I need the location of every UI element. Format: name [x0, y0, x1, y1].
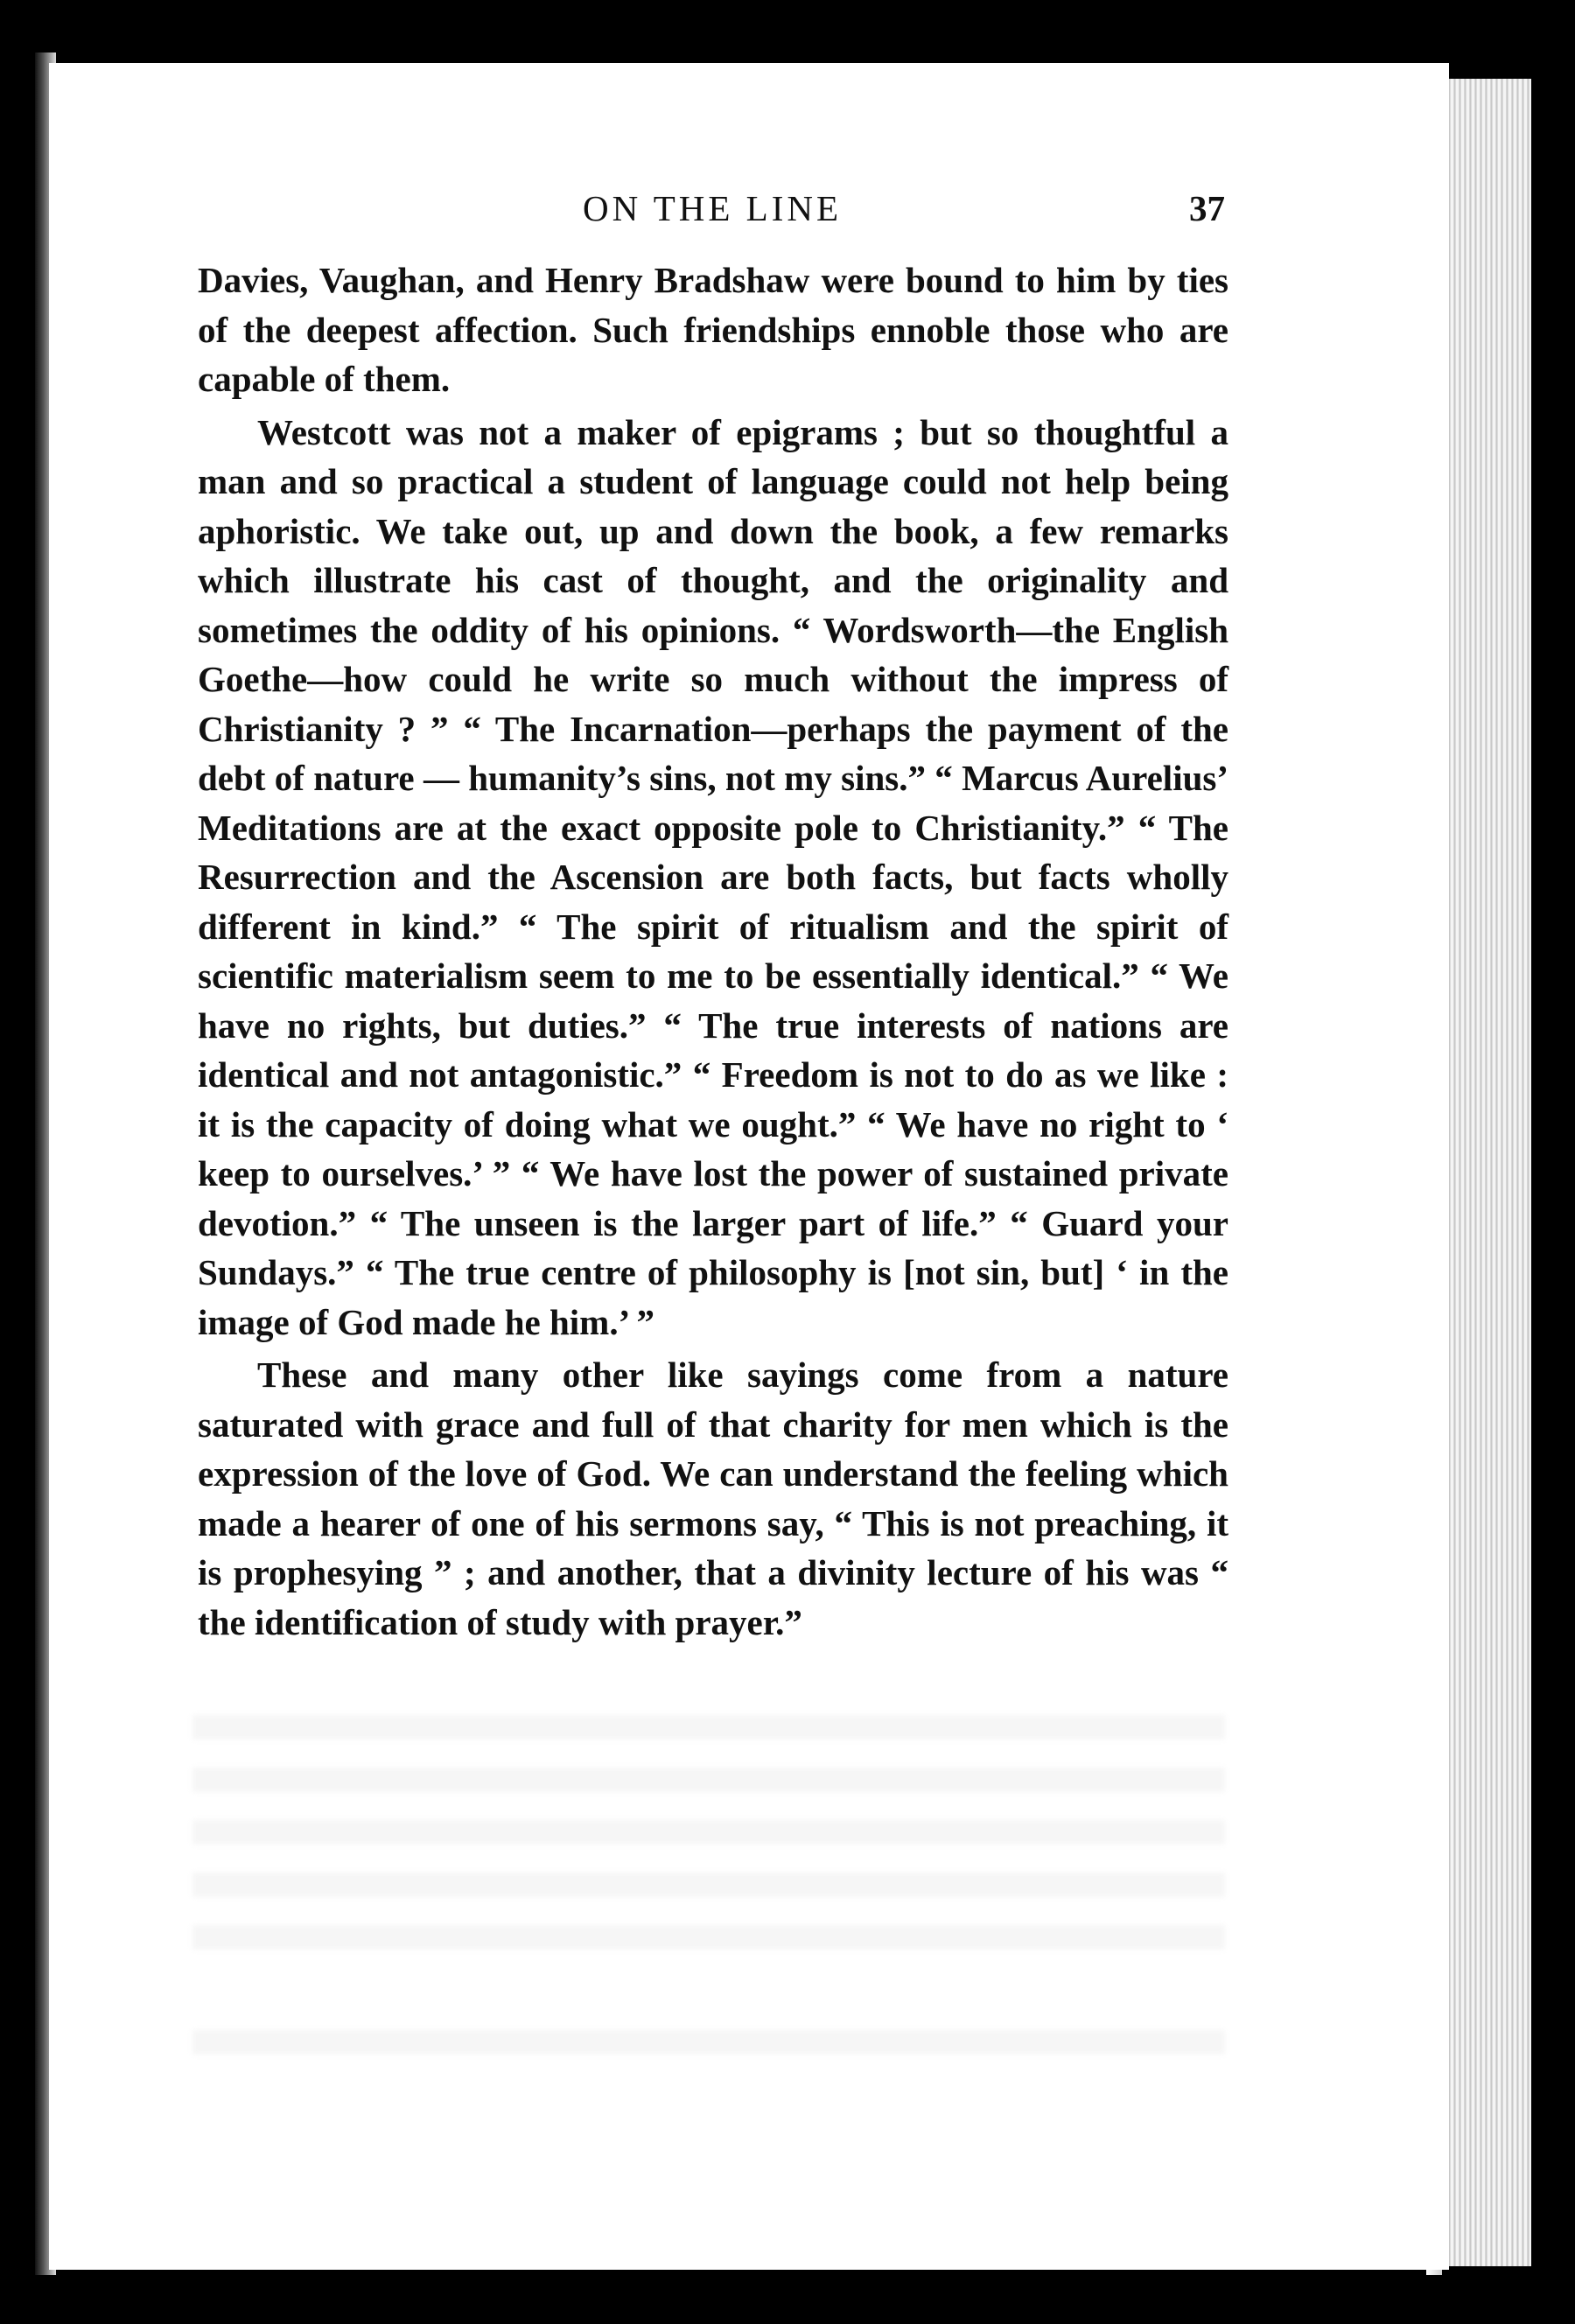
paragraph-2: Westcott was not a maker of epigrams ; but so thoughtful a man and so practical a student of language could not help being aphoristic. We take out, up and down the book, a few remarks which illustrate his cast of thought, and the originality and sometimes the oddity of his opinions. “ Wordsworth—the English Goethe—how could he write so much without the impress of Christianity ? ” “ The Incarnation—perhaps the payment of the debt of nature — humanity’s sins, not my sins.” “ Marcus Aurelius’ Meditations are at the exact opposite pole to Christianity.” “ The Resurrection and the Ascension are both facts, but facts wholly different in kind.” “ The spirit of ritualism and the spirit of scientific materialism seem to me to be essentially identical.” “ We have no rights, but duties.” “ The true interests of nations are identical and not antagonistic.” “ Freedom is not to do as we like : it is the capacity of doing what we ought.” “ We have no right to ‘ keep to ourselves.’ ” “ We have lost the power of sustained private devotion.” “ The unseen is the larger part of life.” “ Guard your Sundays.” “ The true centre of philosophy is [not sin, but] ‘ in the image of God made he him.’ ” [198, 411, 1228, 1342]
body-text [198, 256, 1228, 1647]
page-edges [1435, 79, 1531, 2266]
bleed-through-line [192, 1768, 1225, 1792]
bleed-through-line [192, 1820, 1225, 1844]
page-number: 37 [1189, 188, 1225, 228]
paragraph-1: Davies, Vaughan, and Henry Bradshaw were bound to him by ties of the deepest affection. Such friendships ennoble those who are capable of them. [198, 260, 1228, 399]
bleed-through-line [192, 1925, 1225, 1950]
bleed-through-line [192, 1872, 1225, 1897]
bleed-through-line [192, 1715, 1225, 1740]
paragraph-3: These and many other like sayings come from a nature saturated with grace and full of that charity for men which is the expression of the love of God. We can understand the feeling which made a hearer of one of his sermons say, “ This is not preaching, it is prophesying ” ; and another, that a divinity lecture of his was “ the identification of study with prayer.” [198, 1354, 1228, 1642]
running-title: ON THE LINE [582, 188, 843, 228]
bleed-through-line [192, 2030, 1225, 2054]
page-header [200, 182, 1225, 234]
